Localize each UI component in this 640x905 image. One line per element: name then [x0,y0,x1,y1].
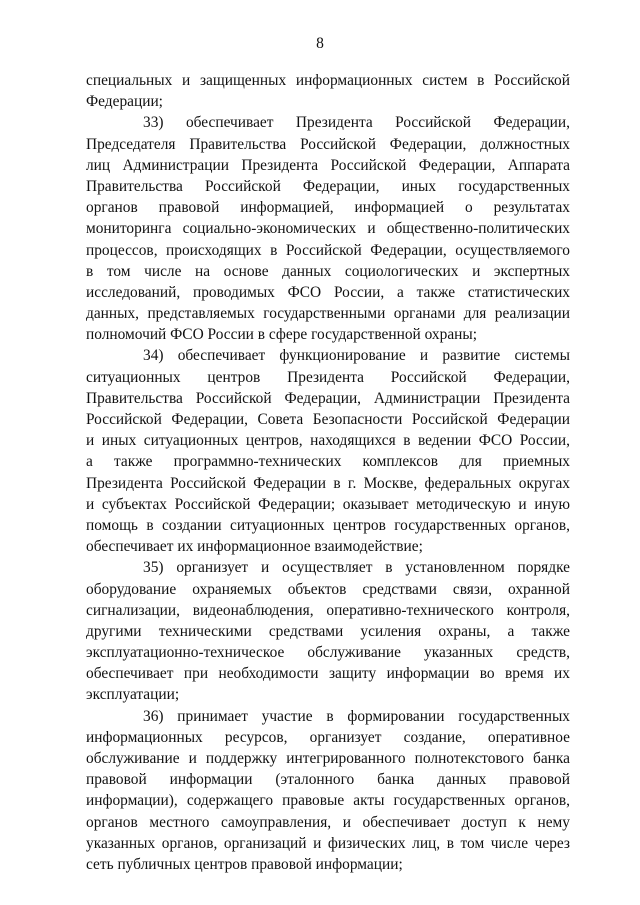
text-line: информации), содержащего правовые акты государственных органов, [86,792,570,810]
text-line: 35) организует и осуществляет в установленном порядке [143,559,570,577]
page-number: 8 [316,35,324,52]
text-line: правовой информации (эталонного банка данных правовой [86,771,570,789]
document-body [86,70,570,875]
paragraph-p34 [86,345,570,557]
text-line: полномочий ФСО России в сфере государственной охраны; [86,326,478,344]
text-line: 36) принимает участие в формировании государственных [143,707,570,725]
text-line: обслуживание и поддержку интегрированного полнотекстового банка [86,750,570,767]
text-line: 34) обеспечивает функционирование и развитие системы [143,347,570,365]
text-line: Правительства Российской Федерации, иных государственных [86,177,570,195]
paragraph-p-cont [86,70,570,112]
text-line: Правительства Российской Федерации, Администрации Президента [86,389,570,407]
text-line: ситуационных центров Президента Российской Федерации, [86,368,570,386]
text-line: Федерации; [86,93,163,111]
text-line: другими техническими средствами усиления охраны, а также [86,622,570,640]
text-line: обеспечивает их информационное взаимодействие; [86,538,423,556]
text-line: и иных ситуационных центров, находящихся в ведении ФСО России, [86,432,570,450]
text-line: помощь в создании ситуационных центров государственных органов, [86,516,570,534]
text-line: процессов, происходящих в Российской Федерации, осуществляемого [86,241,570,259]
text-line: органов местного самоуправления, и обеспечивает доступ к нему [86,813,570,831]
paragraph-p35 [86,557,570,705]
paragraph-p36 [86,706,570,876]
text-line: указанных органов, организаций и физических лиц, в том числе через [86,834,570,852]
text-line: сеть публичных центров правовой информации; [86,855,403,873]
text-line: лиц Администрации Президента Российской Федерации, Аппарата [86,156,570,174]
text-line: информационных ресурсов, организует создание, оперативное [86,728,570,746]
paragraph-p33 [86,112,570,345]
text-line: обеспечивает при необходимости защиту информации во время их [86,665,570,683]
text-line: мониторинга социально-экономических и общественно-политических [86,220,570,238]
text-line: и субъектах Российской Федерации; оказывает методическую и иную [86,495,570,513]
text-line: Российской Федерации, Совета Безопасности Российской Федерации [86,411,570,428]
text-line: эксплуатации; [86,686,180,704]
text-line: данных, представляемых государственными органами для реализации [86,305,570,323]
text-line: 33) обеспечивает Президента Российской Федерации, [143,114,570,132]
text-line: исследований, проводимых ФСО России, а также статистических [86,283,570,301]
text-line: оборудование охраняемых объектов средствами связи, охранной [86,580,570,598]
text-line: в том числе на основе данных социологических и экспертных [86,262,570,280]
text-line: Председателя Правительства Российской Федерации, должностных [86,135,570,153]
text-line: эксплуатационно-техническое обслуживание указанных средств, [86,644,570,662]
text-line: а также программно-технических комплексов для приемных [86,453,570,471]
text-line: специальных и защищенных информационных систем в Российской [86,72,570,89]
text-line: Президента Российской Федерации в г. Москве, федеральных округах [86,474,570,492]
text-line: органов правовой информацией, информацией о результатах [86,199,570,217]
text-line: сигнализации, видеонаблюдения, оперативно-технического контроля, [86,601,570,619]
